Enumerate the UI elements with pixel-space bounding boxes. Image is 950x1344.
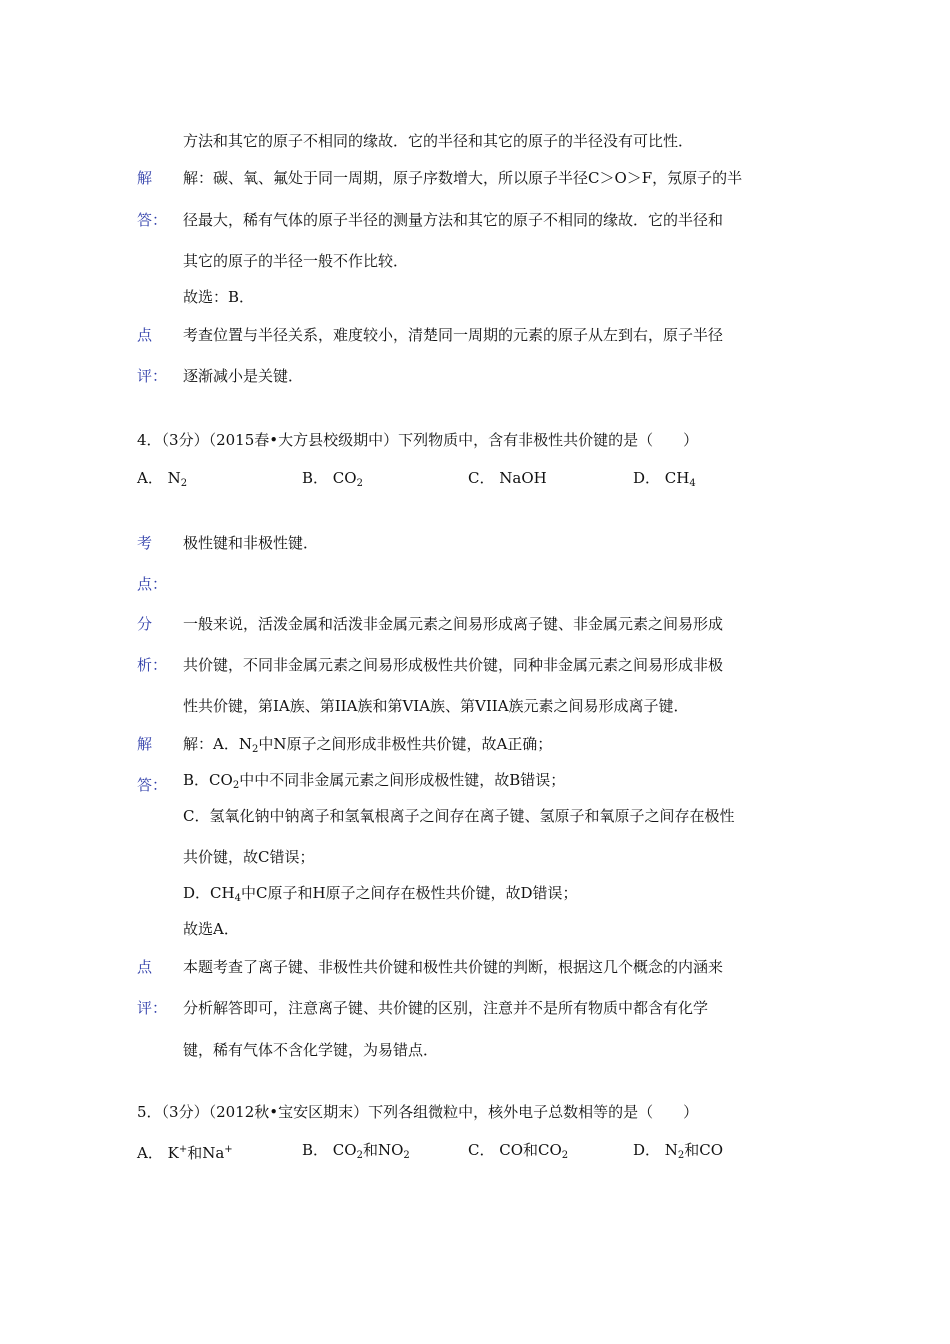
- q4-answer-b: B．$CO_2$中中不同非金属元素之间形成极性键，故B错误；: [183, 771, 566, 791]
- q5-option-b: B． $CO_2$和$NO_2$: [302, 1141, 410, 1161]
- q5-stem: 5．（3分）（2012秋•宝安区期末）下列各组微粒中，核外电子总数相等的是（ ）: [137, 1103, 699, 1121]
- answer-line-4: 故选：B．: [183, 288, 255, 306]
- q4-option-b: B． $CO_2$: [302, 469, 363, 489]
- label-dian: 点: [137, 326, 153, 344]
- q4-answer-a: 解：A．$N_2$中N原子之间形成非极性共价键，故A正确；: [183, 735, 553, 755]
- q4-label-da: 答：: [137, 776, 168, 794]
- q4-stem: 4．（3分）（2015春•大方县校级期中）下列物质中，含有非极性共价键的是（ ）: [137, 431, 699, 449]
- q4-review-line-3: 键，稀有气体不含化学键，为易错点．: [183, 1041, 439, 1059]
- answer-line-2: 径最大，稀有气体的原子半径的测量方法和其它的原子不相同的缘故．它的半径和: [183, 211, 724, 229]
- q4-label-ping: 评：: [137, 999, 168, 1017]
- q4-review-line-2: 分析解答即可，注意离子键、共价键的区别，注意并不是所有物质中都含有化学: [183, 999, 709, 1017]
- q4-answer-c-1: C．氢氧化钠中钠离子和氢氧根离子之间存在离子键、氢原子和氧原子之间存在极性: [183, 807, 735, 825]
- q4-label-fen: 分: [137, 615, 153, 633]
- q4-label-dian-colon: 点：: [137, 575, 168, 593]
- q4-label-dian: 点: [137, 958, 153, 976]
- q4-analysis-line-3: 性共价键，第IA族、第IIA族和第VIA族、第VIIA族元素之间易形成离子键．: [183, 697, 689, 715]
- label-ping: 评：: [137, 367, 168, 385]
- label-jie: 解: [137, 169, 153, 187]
- q4-label-xi: 析：: [137, 656, 168, 674]
- q5-option-c: C． CO和$CO_2$: [468, 1141, 569, 1161]
- q4-answer-c-2: 共价键，故C错误；: [183, 848, 315, 866]
- review-line-1: 考查位置与半径关系，难度较小，清楚同一周期的元素的原子从左到右，原子半径: [183, 326, 724, 344]
- review-line-2: 逐渐减小是关键．: [183, 367, 304, 385]
- q5-option-a: A． K+和Na+: [137, 1144, 233, 1162]
- q4-option-d: D． $CH_4$: [633, 469, 696, 489]
- top-text-line-1: 方法和其它的原子不相同的缘故．它的半径和其它的原子的半径没有可比性．: [183, 132, 694, 150]
- q4-answer-final: 故选A．: [183, 920, 239, 938]
- answer-line-1: 解：碳、氧、氟处于同一周期，原子序数增大，所以原子半径C＞O＞F，氖原子的半: [183, 169, 743, 187]
- answer-line-3: 其它的原子的半径一般不作比较．: [183, 252, 409, 270]
- label-da: 答：: [137, 211, 168, 229]
- q4-point: 极性键和非极性键．: [183, 534, 319, 552]
- q4-option-a: A． $N_2$: [137, 469, 188, 489]
- q4-label-kao: 考: [137, 534, 153, 552]
- q5-option-d: D． $N_2$和CO: [633, 1141, 724, 1161]
- q4-analysis-line-1: 一般来说，活泼金属和活泼非金属元素之间易形成离子键、非金属元素之间易形成: [183, 615, 724, 633]
- q4-analysis-line-2: 共价键，不同非金属元素之间易形成极性共价键，同种非金属元素之间易形成非极: [183, 656, 724, 674]
- q4-label-jie: 解: [137, 735, 153, 753]
- q4-option-c: C． NaOH: [468, 469, 547, 487]
- q4-review-line-1: 本题考查了离子键、非极性共价键和极性共价键的判断，根据这几个概念的内涵来: [183, 958, 724, 976]
- q4-answer-d: D．$CH_4$中C原子和H原子之间存在极性共价键，故D错误；: [183, 884, 578, 904]
